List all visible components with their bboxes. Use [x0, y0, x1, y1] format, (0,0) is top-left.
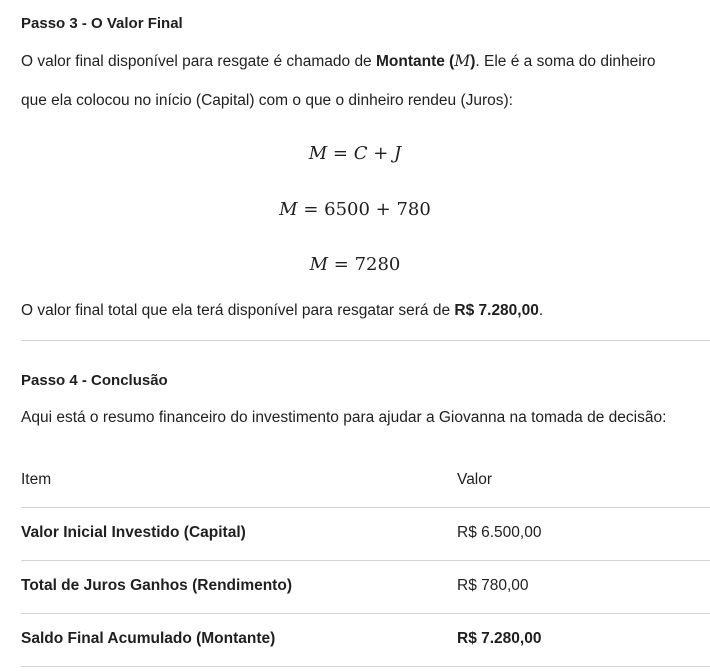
eq1-rhs-b: J — [394, 143, 402, 164]
step3-line1-pre: O valor final disponível para resgate é chamado de — [21, 53, 376, 70]
eq2-op: + — [375, 199, 397, 220]
table-header-value: Valor — [457, 471, 493, 488]
eq1-lhs: M — [308, 143, 328, 164]
table-header-item: Item — [21, 471, 52, 488]
equation-3: M = 7280 — [309, 254, 401, 275]
table-cell-item: Saldo Final Acumulado (Montante) — [21, 630, 276, 647]
eq3-rhs: 7280 — [354, 254, 401, 275]
equation-1: M = C + J — [308, 143, 402, 164]
table-cell-value: R$ 6.500,00 — [457, 524, 542, 541]
step3-line1-bold-close: ) — [470, 53, 476, 70]
eq1-rhs-a: C — [353, 143, 368, 164]
eq2-rhs-a: 6500 — [324, 199, 370, 220]
step3-conclusion-pre: O valor final total que ela terá disponível para resgatar será de — [21, 302, 455, 319]
eq2-lhs: M — [279, 199, 298, 220]
table-divider — [21, 560, 710, 561]
step4-heading: Passo 4 - Conclusão — [21, 372, 168, 389]
step3-conclusion-post: . — [538, 302, 544, 319]
step4-intro: Aqui está o resumo financeiro do investimento para ajudar a Giovanna na tomada de decisão: — [21, 409, 667, 426]
table-divider — [21, 666, 710, 667]
step3-line1-post: . Ele é a soma do dinheiro — [475, 53, 656, 70]
table-divider — [21, 613, 710, 614]
step3-conclusion-amount: R$ 7.280,00 — [454, 302, 539, 319]
table-cell-item: Valor Inicial Investido (Capital) — [21, 524, 246, 541]
table-cell-value: R$ 7.280,00 — [457, 630, 542, 647]
table-cell-value: R$ 780,00 — [457, 577, 529, 594]
table-divider — [21, 507, 710, 508]
step3-paragraph-line1 — [21, 52, 656, 71]
step3-paragraph-line2: que ela colocou no início (Capital) com o que o dinheiro rendeu (Juros): — [21, 92, 513, 109]
equation-2: M = 6500 + 780 — [279, 199, 431, 220]
step3-line1-var: M — [454, 52, 471, 70]
eq1-op: + — [373, 143, 395, 164]
eq3-lhs: M — [309, 254, 329, 275]
step3-heading: Passo 3 - O Valor Final — [21, 15, 183, 32]
table-cell-item: Total de Juros Ganhos (Rendimento) — [21, 577, 292, 594]
step3-conclusion — [21, 302, 543, 320]
section-divider — [21, 340, 710, 341]
step3-line1-bold: Montante ( — [376, 53, 455, 70]
eq2-rhs-b: 780 — [396, 199, 431, 220]
